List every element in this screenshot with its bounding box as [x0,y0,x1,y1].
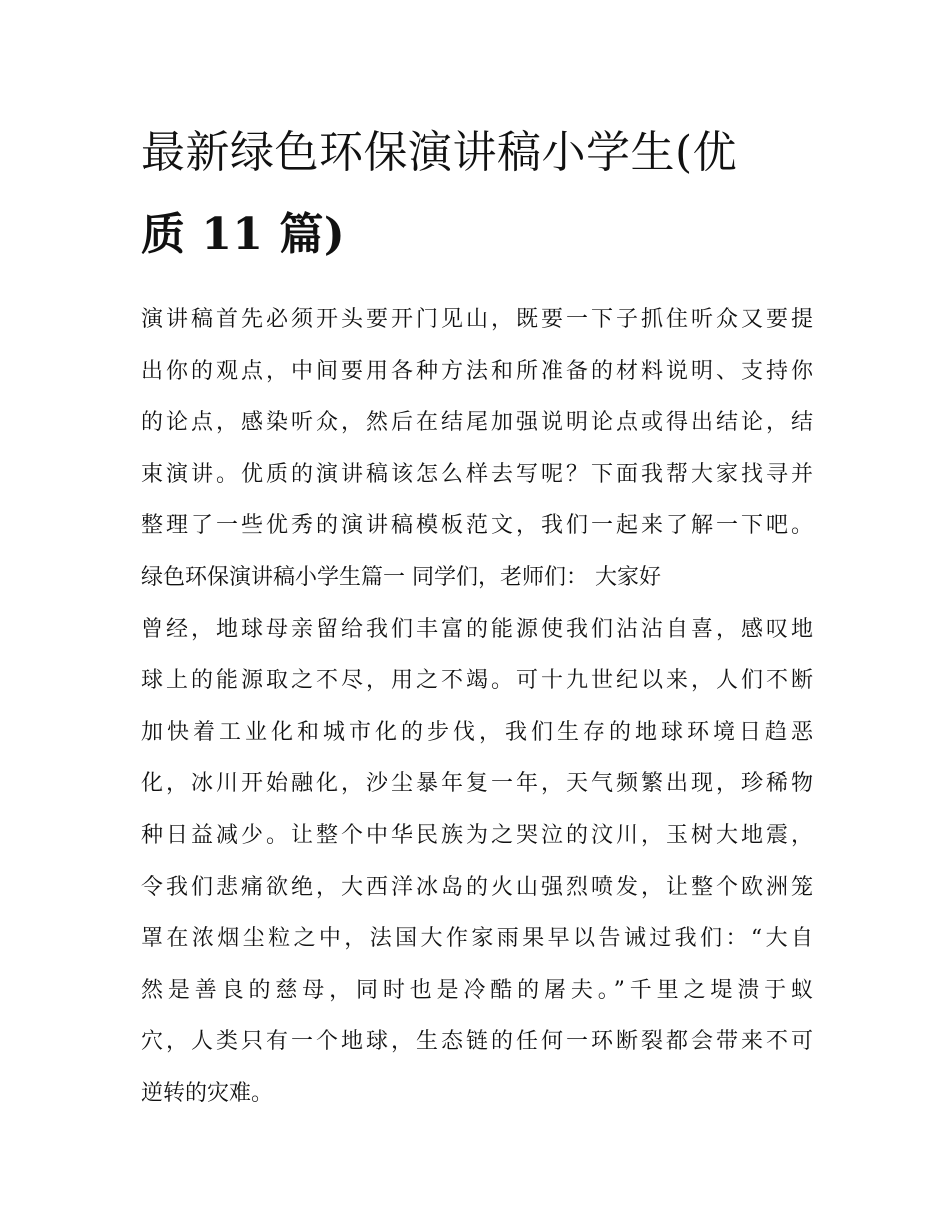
body-line: 化，冰川开始融化，沙尘暴年复一年，天气频繁出现，珍稀物 [141,771,813,797]
title-line-1: 最新绿色环保演讲稿小学生(优 [141,127,738,178]
document-title [141,112,813,276]
body-line: 出你的观点，中间要用各种方法和所准备的材料说明、支持你 [141,358,813,384]
body-line: 绿色环保演讲稿小学生篇一 同学们，老师们： 大家好 [141,564,661,590]
body-line: 逆转的灾难。 [141,1080,274,1106]
body-line: 令我们悲痛欲绝，大西洋冰岛的火山强烈喷发，让整个欧洲笼 [141,874,813,900]
body-line: 种日益减少。让整个中华民族为之哭泣的汶川，玉树大地震， [141,822,813,848]
document-page [141,112,813,1120]
body-line: 束演讲。优质的演讲稿该怎么样去写呢？下面我帮大家找寻并 [141,461,813,487]
title-line-2: 质 11 篇) [141,209,346,260]
body-line: 罩在浓烟尘粒之中，法国大作家雨果早以告诫过我们：“大自 [141,926,813,952]
body-line: 然是善良的慈母，同时也是冷酷的屠夫。”千里之堤溃于蚁 [141,977,813,1003]
document-body [141,294,813,1120]
body-line: 演讲稿首先必须开头要开门见山，既要一下子抓住听众又要提 [141,307,813,332]
body-line: 加快着工业化和城市化的步伐，我们生存的地球环境日趋恶 [141,719,813,745]
body-line: 穴，人类只有一个地球，生态链的任何一环断裂都会带来不可 [141,1029,813,1055]
body-line: 整理了一些优秀的演讲稿模板范文，我们一起来了解一下吧。 [141,513,813,539]
body-line: 的论点，感染听众，然后在结尾加强说明论点或得出结论，结 [141,410,813,436]
body-line: 曾经，地球母亲留给我们丰富的能源使我们沾沾自喜，感叹地 [141,616,813,642]
body-line: 球上的能源取之不尽，用之不竭。可十九世纪以来，人们不断 [141,668,813,694]
